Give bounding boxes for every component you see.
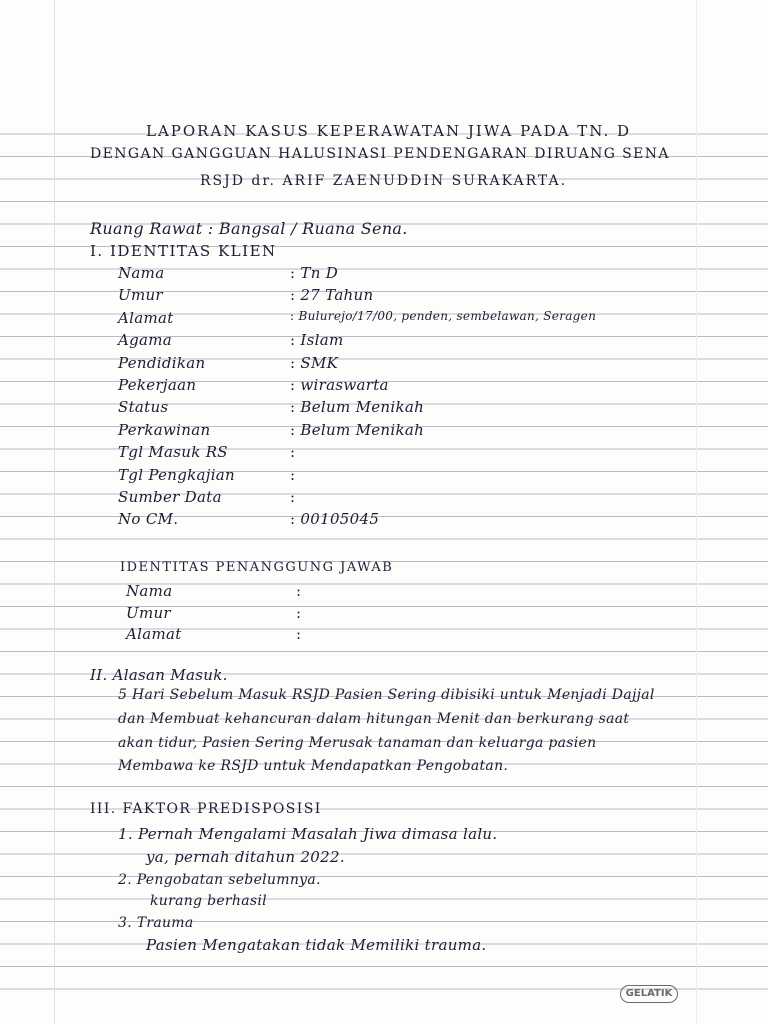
title-line-3: RSJD dr. ARIF ZAENUDDIN SURAKARTA. [200, 173, 568, 189]
klien-field-colon: : [290, 488, 296, 506]
klien-field-label: Status [118, 398, 169, 417]
klien-field-value [290, 376, 389, 394]
klien-field-label: No CM. [118, 510, 179, 529]
section-faktor-predisposisi: III. FAKTOR PREDISPOSISI [90, 801, 322, 817]
klien-field-colon: : [290, 376, 301, 394]
klien-field-label: Agama [118, 331, 173, 350]
ruang-rawat: Ruang Rawat : Bangsal / Ruana Sena. [90, 219, 408, 238]
klien-field-value [290, 398, 424, 416]
faktor-3-answer: Pasien Mengatakan tidak Memiliki trauma. [146, 936, 487, 954]
penanggung-field-colon: : [296, 625, 302, 643]
klien-field-colon: : [290, 308, 299, 323]
penanggung-field-label: Alamat [126, 625, 182, 643]
klien-field-value-text: 27 Tahun [300, 286, 374, 305]
faktor-1-answer: ya, pernah ditahun 2022. [146, 848, 345, 866]
klien-field-label: Pekerjaan [118, 376, 197, 394]
margin-line-left [54, 0, 55, 1024]
klien-field-label: Perkawinan [118, 420, 211, 439]
alasan-line-2: dan Membuat kehancuran dalam hitungan Menit dan berkurang saat [118, 711, 630, 727]
klien-field-colon: : [290, 331, 301, 350]
klien-field-label: Tgl Masuk RS [118, 443, 228, 462]
section-identitas-klien: I. IDENTITAS KLIEN [90, 242, 277, 260]
klien-field-value [290, 286, 373, 304]
klien-field-label: Nama [118, 264, 165, 282]
faktor-3: 3. Trauma [118, 915, 194, 931]
section-alasan-masuk: II. Alasan Masuk. [90, 666, 228, 684]
klien-field-colon: : [290, 465, 296, 484]
penanggung-field-value [296, 625, 301, 643]
klien-field-value [290, 488, 295, 506]
klien-field-colon: : [290, 443, 296, 462]
title-line-2: DENGAN GANGGUAN HALUSINASI PENDENGARAN DIRUANG SENA [90, 146, 670, 162]
klien-field-colon: : [290, 398, 301, 417]
klien-field-colon: : [290, 286, 301, 305]
brand-logo: GELATIK [620, 985, 678, 1003]
klien-field-label: Sumber Data [118, 488, 222, 506]
alasan-line-3: akan tidur, Pasien Sering Merusak tanaman dan keluarga pasien [118, 735, 597, 751]
klien-field-label: Alamat [118, 308, 174, 327]
klien-field-value-text: Belum Menikah [300, 420, 425, 439]
penanggung-field-colon: : [296, 582, 302, 600]
section-penanggung-jawab: IDENTITAS PENANGGUNG JAWAB [120, 560, 394, 575]
klien-field-value [290, 309, 596, 323]
faktor-2: 2. Pengobatan sebelumnya. [118, 872, 321, 888]
klien-field-value-text: SMK [300, 353, 339, 372]
margin-line-right [696, 0, 697, 1024]
klien-field-colon: : [290, 353, 301, 372]
faktor-1: 1. Pernah Mengalami Masalah Jiwa dimasa lalu. [118, 825, 498, 843]
klien-field-value [290, 466, 295, 484]
penanggung-field-label: Nama [126, 582, 173, 600]
klien-field-value-text: Bulurejo/17/00, penden, sembelawan, Seragen [298, 308, 597, 323]
penanggung-field-colon: : [296, 603, 302, 622]
klien-field-label: Pendidikan [118, 353, 206, 372]
klien-field-value [290, 354, 338, 372]
klien-field-colon: : [290, 264, 301, 282]
faktor-2-answer: kurang berhasil [150, 893, 267, 909]
klien-field-value-text: Belum Menikah [300, 398, 425, 417]
klien-field-value [290, 264, 338, 282]
penanggung-field-value [296, 582, 301, 600]
klien-field-value [290, 421, 424, 439]
klien-field-value [290, 443, 295, 461]
penanggung-field-value [296, 604, 301, 622]
klien-field-colon: : [290, 420, 301, 439]
klien-field-label: Tgl Pengkajian [118, 465, 236, 484]
klien-field-value-text: wiraswarta [300, 376, 389, 394]
klien-field-value-text: 00105045 [300, 510, 380, 529]
alasan-line-4: Membawa ke RSJD untuk Mendapatkan Pengobatan. [118, 758, 509, 774]
klien-field-colon: : [290, 510, 301, 529]
alasan-line-1: 5 Hari Sebelum Masuk RSJD Pasien Sering dibisiki untuk Menjadi Dajjal [118, 687, 655, 703]
klien-field-value [290, 510, 379, 528]
penanggung-field-label: Umur [126, 603, 171, 622]
klien-field-label: Umur [118, 286, 163, 305]
klien-field-value-text: Islam [300, 331, 344, 350]
klien-field-value-text: Tn D [300, 264, 339, 282]
title-line-1: LAPORAN KASUS KEPERAWATAN JIWA PADA TN. D [146, 122, 632, 140]
klien-field-value [290, 331, 344, 349]
